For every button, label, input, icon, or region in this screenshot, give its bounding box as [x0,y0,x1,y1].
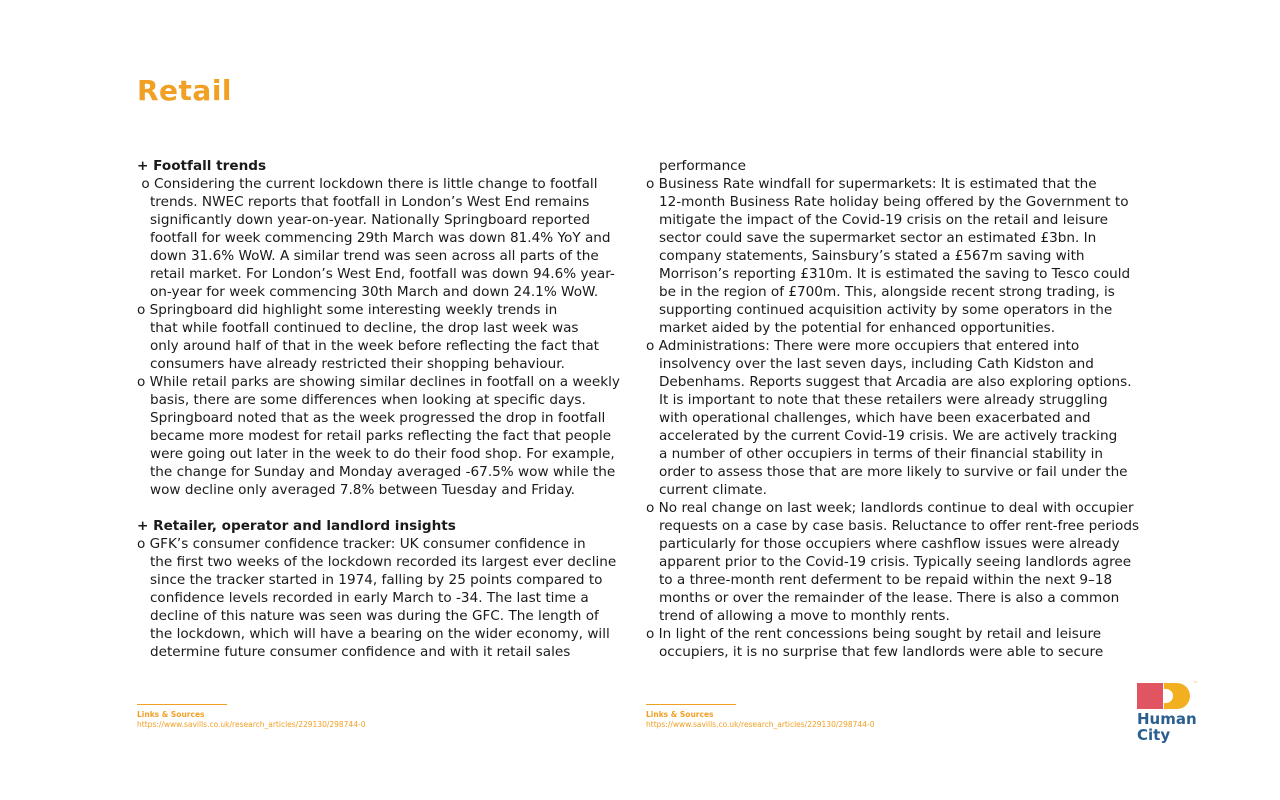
sources-link[interactable]: https://www.savills.co.uk/research_articles/229130/298744-0 [646,720,875,729]
body-text-line: that while footfall continued to decline, the drop last week was [137,320,579,336]
body-text-line: months or over the remainder of the lease. There is also a common [646,590,1120,606]
body-text-line: decline of this nature was seen was during the GFC. The length of [137,608,599,624]
page-title: Retail [137,74,233,107]
body-text-line: since the tracker started in 1974, falling by 25 points compared to [137,572,603,588]
body-text-line: mitigate the impact of the Covid-19 crisis on the retail and leisure [646,212,1108,228]
body-text-line: to a three-month rent deferment to be repaid within the next 9–18 [646,572,1113,588]
sources-title: Links & Sources [646,710,714,719]
body-text-line: determine future consumer confidence and with it retail sales [137,644,571,660]
logo-mark-icon [1137,681,1201,709]
spacer [137,499,637,517]
body-text-line: o Considering the current lockdown there is little change to footfall [137,176,598,192]
body-text-line: 12-month Business Rate holiday being offered by the Government to [646,194,1129,210]
body-text-line: o Springboard did highlight some interesting weekly trends in [137,302,558,318]
logo-wordmark [1137,711,1201,743]
body-text-line: requests on a case by case basis. Reluctance to offer rent-free periods [646,518,1140,534]
body-text-line: sector could save the supermarket sector an estimated £3bn. In [646,230,1097,246]
body-text-line: footfall for week commencing 29th March was down 81.4% YoY and [137,230,611,246]
body-text-line: Morrison’s reporting £310m. It is estimated the saving to Tesco could [646,266,1131,282]
body-text-line: wow decline only averaged 7.8% between Tuesday and Friday. [137,482,575,498]
body-text-line: were going out later in the week to do their food shop. For example, [137,446,615,462]
body-text-line: o No real change on last week; landlords continue to deal with occupier [646,500,1134,516]
right-text-column [646,157,1146,661]
body-text-line: occupiers, it is no surprise that few landlords were able to secure [646,644,1104,660]
sources-footer-right [646,704,886,730]
body-text-line: performance [646,158,747,174]
body-text-line: company statements, Sainsbury’s stated a £567m saving with [646,248,1085,264]
body-text-line: with operational challenges, which have been exacerbated and [646,410,1091,426]
human-city-logo [1137,681,1201,747]
body-text-line: insolvency over the last seven days, including Cath Kidston and [646,356,1094,372]
logo-square-shape [1137,683,1163,709]
body-text-line: Debenhams. Reports suggest that Arcadia are also exploring options. [646,374,1132,390]
body-text-line: market aided by the potential for enhanced opportunities. [646,320,1056,336]
body-text-line: became more modest for retail parks reflecting the fact that people [137,428,612,444]
body-text-line: the change for Sunday and Monday averaged -67.5% wow while the [137,464,616,480]
body-text-line: retail market. For London’s West End, footfall was down 94.6% year- [137,266,615,282]
sources-divider [646,704,736,705]
body-text-line: order to assess those that are more likely to survive or fail under the [646,464,1128,480]
body-text-line: It is important to note that these retailers were already struggling [646,392,1108,408]
body-text-line: current climate. [646,482,767,498]
body-text-line: trends. NWEC reports that footfall in London’s West End remains [137,194,590,210]
body-text-line: accelerated by the current Covid-19 crisis. We are actively tracking [646,428,1118,444]
body-text-line: on-year for week commencing 30th March and down 24.1% WoW. [137,284,599,300]
logo-arc-shape [1164,683,1190,709]
left-text-column [137,157,637,661]
body-text-line: significantly down year-on-year. Nationally Springboard reported [137,212,590,228]
body-text-line: be in the region of £700m. This, alongside recent strong trading, is [646,284,1115,300]
body-text-line: trend of allowing a move to monthly rents. [646,608,950,624]
logo-word-1: Human [1137,710,1197,728]
sources-footer-left [137,704,377,730]
sources-title: Links & Sources [137,710,205,719]
body-text-line: o In light of the rent concessions being sought by retail and leisure [646,626,1102,642]
logo-trademark: ™ [1193,681,1198,687]
body-text-line: particularly for those occupiers where cashflow issues were already [646,536,1120,552]
body-text-line: only around half of that in the week before reflecting the fact that [137,338,599,354]
sources-link[interactable]: https://www.savills.co.uk/research_articles/229130/298744-0 [137,720,366,729]
body-text-line: o While retail parks are showing similar declines in footfall on a weekly [137,374,620,390]
body-text-line: apparent prior to the Covid-19 crisis. Typically seeing landlords agree [646,554,1132,570]
body-text-line: confidence levels recorded in early March to -34. The last time a [137,590,589,606]
body-text-line: o Business Rate windfall for supermarkets: It is estimated that the [646,176,1097,192]
body-text-line: down 31.6% WoW. A similar trend was seen across all parts of the [137,248,599,264]
logo-word-2: City [1137,726,1171,744]
body-text-line: basis, there are some differences when looking at specific days. [137,392,586,408]
body-text-line: supporting continued acquisition activity by some operators in the [646,302,1113,318]
body-text-line: a number of other occupiers in terms of their financial stability in [646,446,1104,462]
sources-divider [137,704,227,705]
body-text-line: o GFK’s consumer confidence tracker: UK consumer confidence in [137,536,586,552]
body-text-line: consumers have already restricted their shopping behaviour. [137,356,565,372]
section-heading: + Footfall trends [137,158,267,174]
body-text-line: Springboard noted that as the week progressed the drop in footfall [137,410,606,426]
body-text-line: o Administrations: There were more occupiers that entered into [646,338,1080,354]
body-text-line: the first two weeks of the lockdown recorded its largest ever decline [137,554,617,570]
section-heading: + Retailer, operator and landlord insights [137,518,456,534]
body-text-line: the lockdown, which will have a bearing on the wider economy, will [137,626,610,642]
